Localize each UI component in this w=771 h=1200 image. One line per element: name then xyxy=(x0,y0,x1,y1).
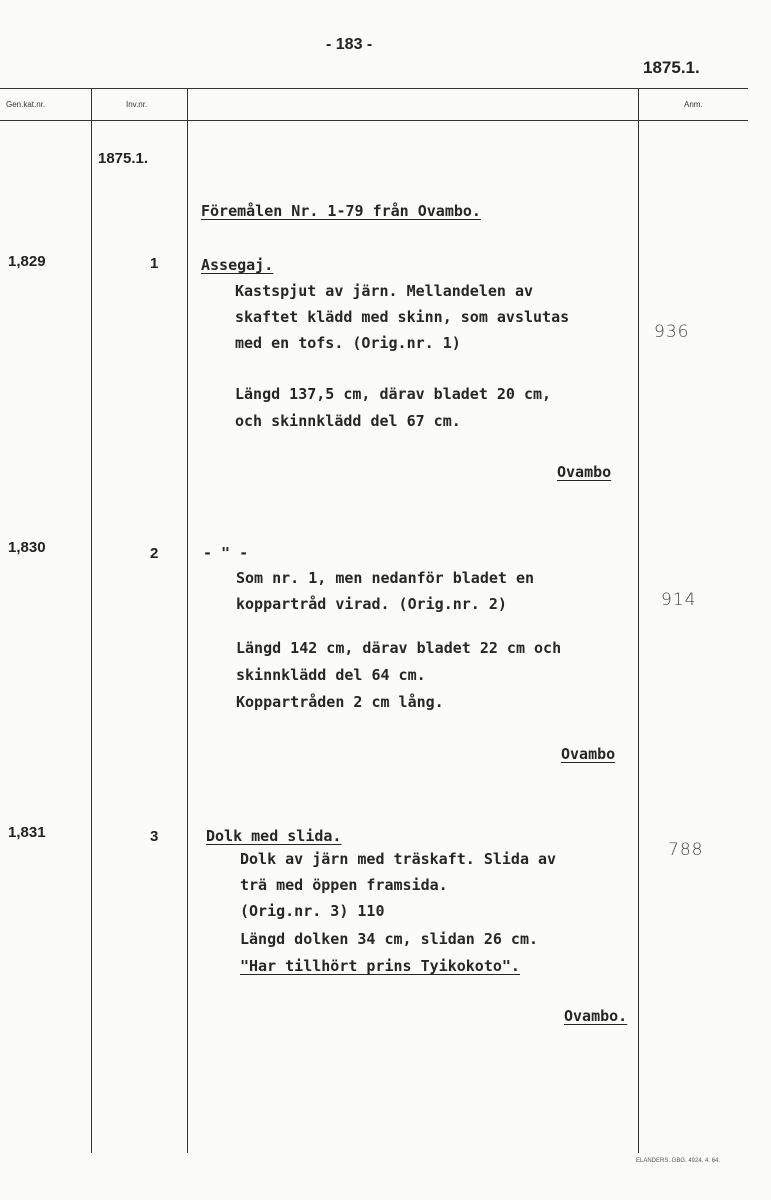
page-number: - 183 - xyxy=(326,36,373,53)
description-line: Som nr. 1, men nedanför bladet en xyxy=(236,569,535,587)
entry-title: - " - xyxy=(203,544,249,562)
gen-kat-number: 1,831 xyxy=(8,824,46,841)
header-bottom-rule xyxy=(0,120,748,121)
measurement-line: Längd 142 cm, därav bladet 22 cm och xyxy=(236,639,562,657)
description-line: (Orig.nr. 3) 110 xyxy=(240,902,385,920)
inventory-number: 1 xyxy=(150,255,159,272)
top-right-reference: 1875.1. xyxy=(643,58,700,77)
origin-label: Ovambo xyxy=(561,745,616,763)
inventory-number: 3 xyxy=(150,828,159,845)
inventory-number: 2 xyxy=(150,545,159,562)
header-top-rule xyxy=(0,88,748,89)
section-heading: Föremålen Nr. 1-79 från Ovambo. xyxy=(201,202,481,220)
measurement-line: Koppartråden 2 cm lång. xyxy=(236,693,444,711)
description-line: Kastspjut av järn. Mellandelen av xyxy=(235,282,534,300)
column-divider-inv-right xyxy=(187,88,188,1153)
column-header-inv: Inv.nr. xyxy=(126,100,148,109)
measurement-line: Längd 137,5 cm, därav bladet 20 cm, xyxy=(235,385,552,403)
handwritten-note: 788 xyxy=(668,840,704,860)
measurement-line: skinnklädd del 64 cm. xyxy=(236,666,426,684)
description-line: skaftet klädd med skinn, som avslutas xyxy=(235,308,570,326)
description-line: koppartråd virad. (Orig.nr. 2) xyxy=(236,595,507,613)
origin-label: Ovambo xyxy=(557,463,612,481)
column-divider-anm xyxy=(638,88,639,1153)
gen-kat-number: 1,829 xyxy=(8,253,46,270)
column-header-anm: Anm. xyxy=(684,100,703,109)
gen-kat-number: 1,830 xyxy=(8,539,46,556)
entry-title: Dolk med slida. xyxy=(206,827,342,845)
entry-title: Assegaj. xyxy=(201,256,274,274)
handwritten-note: 914 xyxy=(661,590,697,610)
measurement-line: Längd dolken 34 cm, slidan 26 cm. xyxy=(240,930,539,948)
printer-mark: ELANDERS. GBG. 4924. 4. 64. xyxy=(636,1158,721,1164)
catalog-reference: 1875.1. xyxy=(98,150,149,167)
description-line: Dolk av järn med träskaft. Slida av xyxy=(240,850,557,868)
column-header-gen-kat: Gen.kat.nr. xyxy=(6,100,46,109)
handwritten-note: 936 xyxy=(654,322,690,342)
provenance-quote: "Har tillhört prins Tyikokoto". xyxy=(240,957,520,975)
description-line: med en tofs. (Orig.nr. 1) xyxy=(235,334,461,352)
origin-label: Ovambo. xyxy=(564,1007,628,1025)
description-line: trä med öppen framsida. xyxy=(240,876,448,894)
column-divider-inv-left xyxy=(91,88,92,1153)
measurement-line: och skinnklädd del 67 cm. xyxy=(235,412,461,430)
